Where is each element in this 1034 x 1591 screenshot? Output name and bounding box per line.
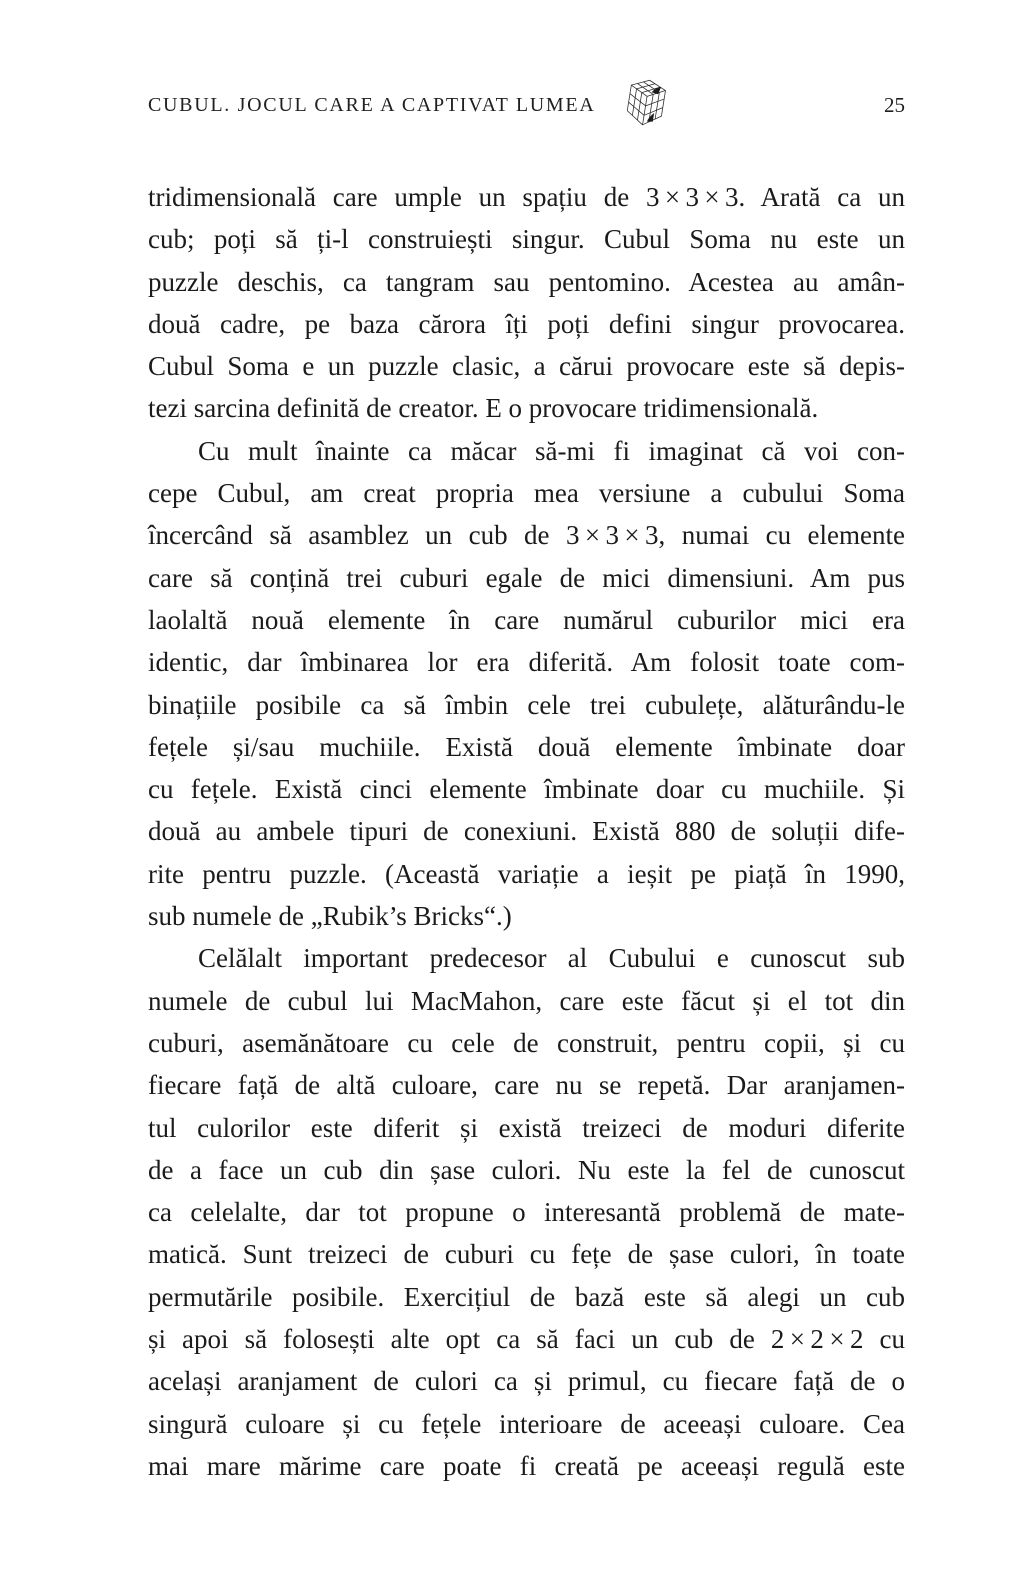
body-text xyxy=(148,176,905,1487)
body-line: același aranjament de culori ca și primul, cu fiecare față de o xyxy=(148,1366,905,1397)
body-line: și apoi să folosești alte opt ca să faci un cub de 2 × 2 × 2 cu xyxy=(148,1324,905,1355)
body-line: cub; poți să ți-l construiești singur. Cubul Soma nu este un xyxy=(148,224,905,255)
body-line: Cu mult înainte ca măcar să-mi fi imaginat că voi con- xyxy=(198,435,905,466)
page-number: 25 xyxy=(884,93,905,117)
body-line: două cadre, pe baza cărora îți poți defini singur provocarea. xyxy=(148,308,905,339)
body-line: numele de cubul lui MacMahon, care este făcut și el tot din xyxy=(148,985,905,1016)
body-line: cu fețele. Există cinci elemente îmbinate doar cu muchiile. Și xyxy=(148,774,905,805)
body-line: cepe Cubul, am creat propria mea versiune a cubului Soma xyxy=(148,478,905,509)
body-line: sub numele de „Rubik’s Bricks“.) xyxy=(148,901,512,932)
body-line: care să conțină trei cuburi egale de mici dimensiuni. Am pus xyxy=(148,562,905,593)
body-line: mai mare mărime care poate fi creată pe aceeași regulă este xyxy=(148,1450,905,1481)
body-line: tridimensională care umple un spațiu de 3 × 3 × 3. Arată ca un xyxy=(148,182,905,212)
body-line: Cubul Soma e un puzzle clasic, a cărui provocare este să depis- xyxy=(148,351,905,382)
body-line: fețele și/sau muchiile. Există două elemente îmbinate doar xyxy=(148,731,905,762)
paragraph xyxy=(148,430,905,938)
body-line: rite pentru puzzle. (Această variație a ieșit pe piață în 1990, xyxy=(148,858,905,889)
rubiks-cube-icon xyxy=(622,76,670,130)
running-header xyxy=(148,88,905,132)
body-line: puzzle deschis, ca tangram sau pentomino. Acestea au amân- xyxy=(148,266,905,297)
body-line: laolaltă nouă elemente în care numărul cuburilor mici era xyxy=(148,604,905,635)
body-line: tul culorilor este diferit și există treizeci de moduri diferite xyxy=(148,1112,905,1143)
running-title: CUBUL. JOCUL CARE A CAPTIVAT LUMEA xyxy=(148,94,596,116)
paragraph xyxy=(148,176,905,430)
body-line: cuburi, asemănătoare cu cele de construit, pentru copii, și cu xyxy=(148,1027,905,1058)
body-line: identic, dar îmbinarea lor era diferită. Am folosit toate com- xyxy=(148,647,905,678)
body-line: de a face un cub din șase culori. Nu este la fel de cunoscut xyxy=(148,1154,905,1185)
body-line: binațiile posibile ca să îmbin cele trei cubulețe, alăturându-le xyxy=(148,689,905,720)
body-line: permutările posibile. Exercițiul de bază este să alegi un cub xyxy=(148,1281,905,1312)
body-line: singură culoare și cu fețele interioare de aceeași culoare. Cea xyxy=(148,1408,905,1439)
body-line: două au ambele tipuri de conexiuni. Există 880 de soluții dife- xyxy=(148,816,905,847)
body-line: matică. Sunt treizeci de cuburi cu fețe de șase culori, în toate xyxy=(148,1239,905,1270)
body-line: încercând să asamblez un cub de 3 × 3 × 3, numai cu elemente xyxy=(148,520,905,551)
body-line: Celălalt important predecesor al Cubului e cunoscut sub xyxy=(198,943,905,974)
body-line: tezi sarcina definită de creator. E o provocare tridimensională. xyxy=(148,393,819,424)
body-line: fiecare față de altă culoare, care nu se repetă. Dar aranjamen- xyxy=(148,1070,905,1101)
body-line: ca celelalte, dar tot propune o interesantă problemă de mate- xyxy=(148,1197,905,1228)
paragraph xyxy=(148,937,905,1487)
